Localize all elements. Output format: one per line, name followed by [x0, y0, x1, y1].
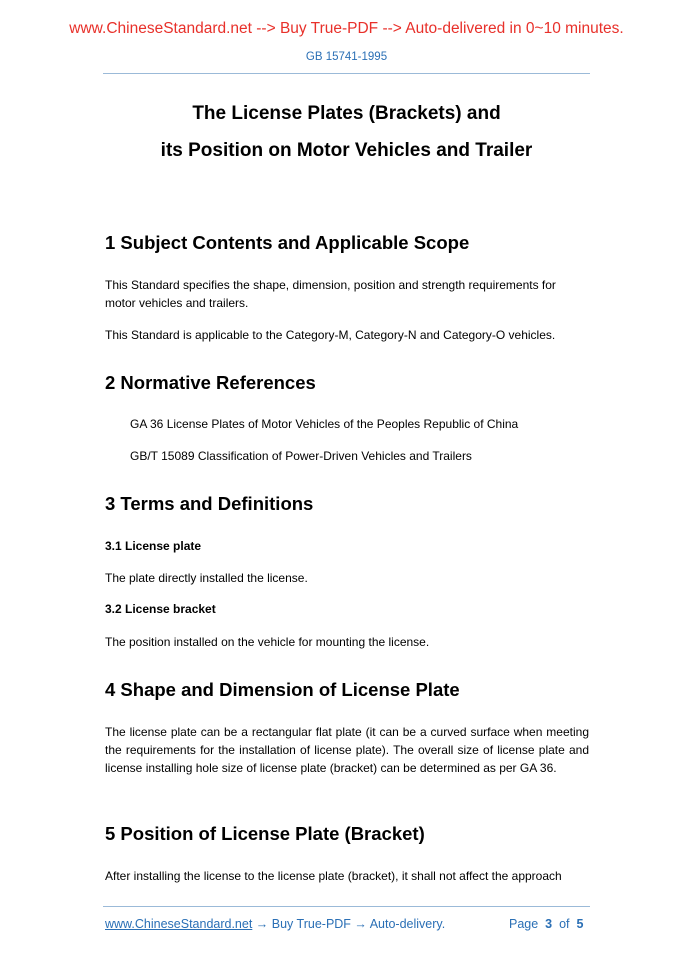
page-total: 5 [576, 917, 584, 931]
section-4-heading: 4 Shape and Dimension of License Plate [105, 679, 460, 700]
section-5-paragraph-1: After installing the license to the license plate (bracket), it shall not affect the approach [105, 869, 562, 883]
term-3-1-definition: The plate directly installed the license. [105, 571, 308, 585]
document-title-line-2: its Position on Motor Vehicles and Trailer [160, 140, 533, 161]
footer-link[interactable] [105, 917, 445, 931]
section-1-paragraph-1: This Standard specifies the shape, dimension, position and strength requirements for motor vehicles and trailers. [105, 278, 556, 310]
reference-item: GA 36 License Plates of Motor Vehicles of the Peoples Republic of China [130, 417, 519, 431]
section-4-paragraph-1: The license plate can be a rectangular flat plate (it can be a curved surface when meeting the requirements for the installation of license plate). The overall size of license plate and license installing hole size of license plate (bracket) can be determined as per GA 36. [105, 725, 589, 775]
section-2-heading: 2 Normative References [105, 372, 316, 393]
document-title-line-1: The License Plates (Brackets) and [192, 103, 501, 124]
term-3-2-heading: 3.2 License bracket [105, 602, 216, 616]
section-3-heading: 3 Terms and Definitions [105, 493, 314, 514]
section-1-heading: 1 Subject Contents and Applicable Scope [105, 232, 470, 253]
page-current: 3 [545, 917, 553, 931]
footer-link-text: → Buy True-PDF → Auto-delivery. [252, 917, 446, 931]
top-banner[interactable]: www.ChineseStandard.net --> Buy True-PDF --> Auto-delivered in 0~10 minutes. [69, 20, 624, 37]
footer-link-url[interactable]: www.ChineseStandard.net [105, 917, 253, 931]
page-label: Page [509, 917, 539, 931]
term-3-1-heading: 3.1 License plate [105, 539, 202, 553]
section-1-paragraph-2: This Standard is applicable to the Category-M, Category-N and Category-O vehicles. [105, 328, 556, 342]
section-5-heading: 5 Position of License Plate (Bracket) [105, 823, 425, 844]
document-number: GB 15741-1995 [305, 51, 388, 63]
term-3-2-definition: The position installed on the vehicle for mounting the license. [105, 635, 430, 649]
footer-divider [103, 906, 590, 907]
reference-item: GB/T 15089 Classification of Power-Driven Vehicles and Trailers [130, 449, 472, 463]
page-indicator [509, 917, 583, 931]
page-of: of [559, 917, 570, 931]
header-divider [103, 73, 590, 74]
